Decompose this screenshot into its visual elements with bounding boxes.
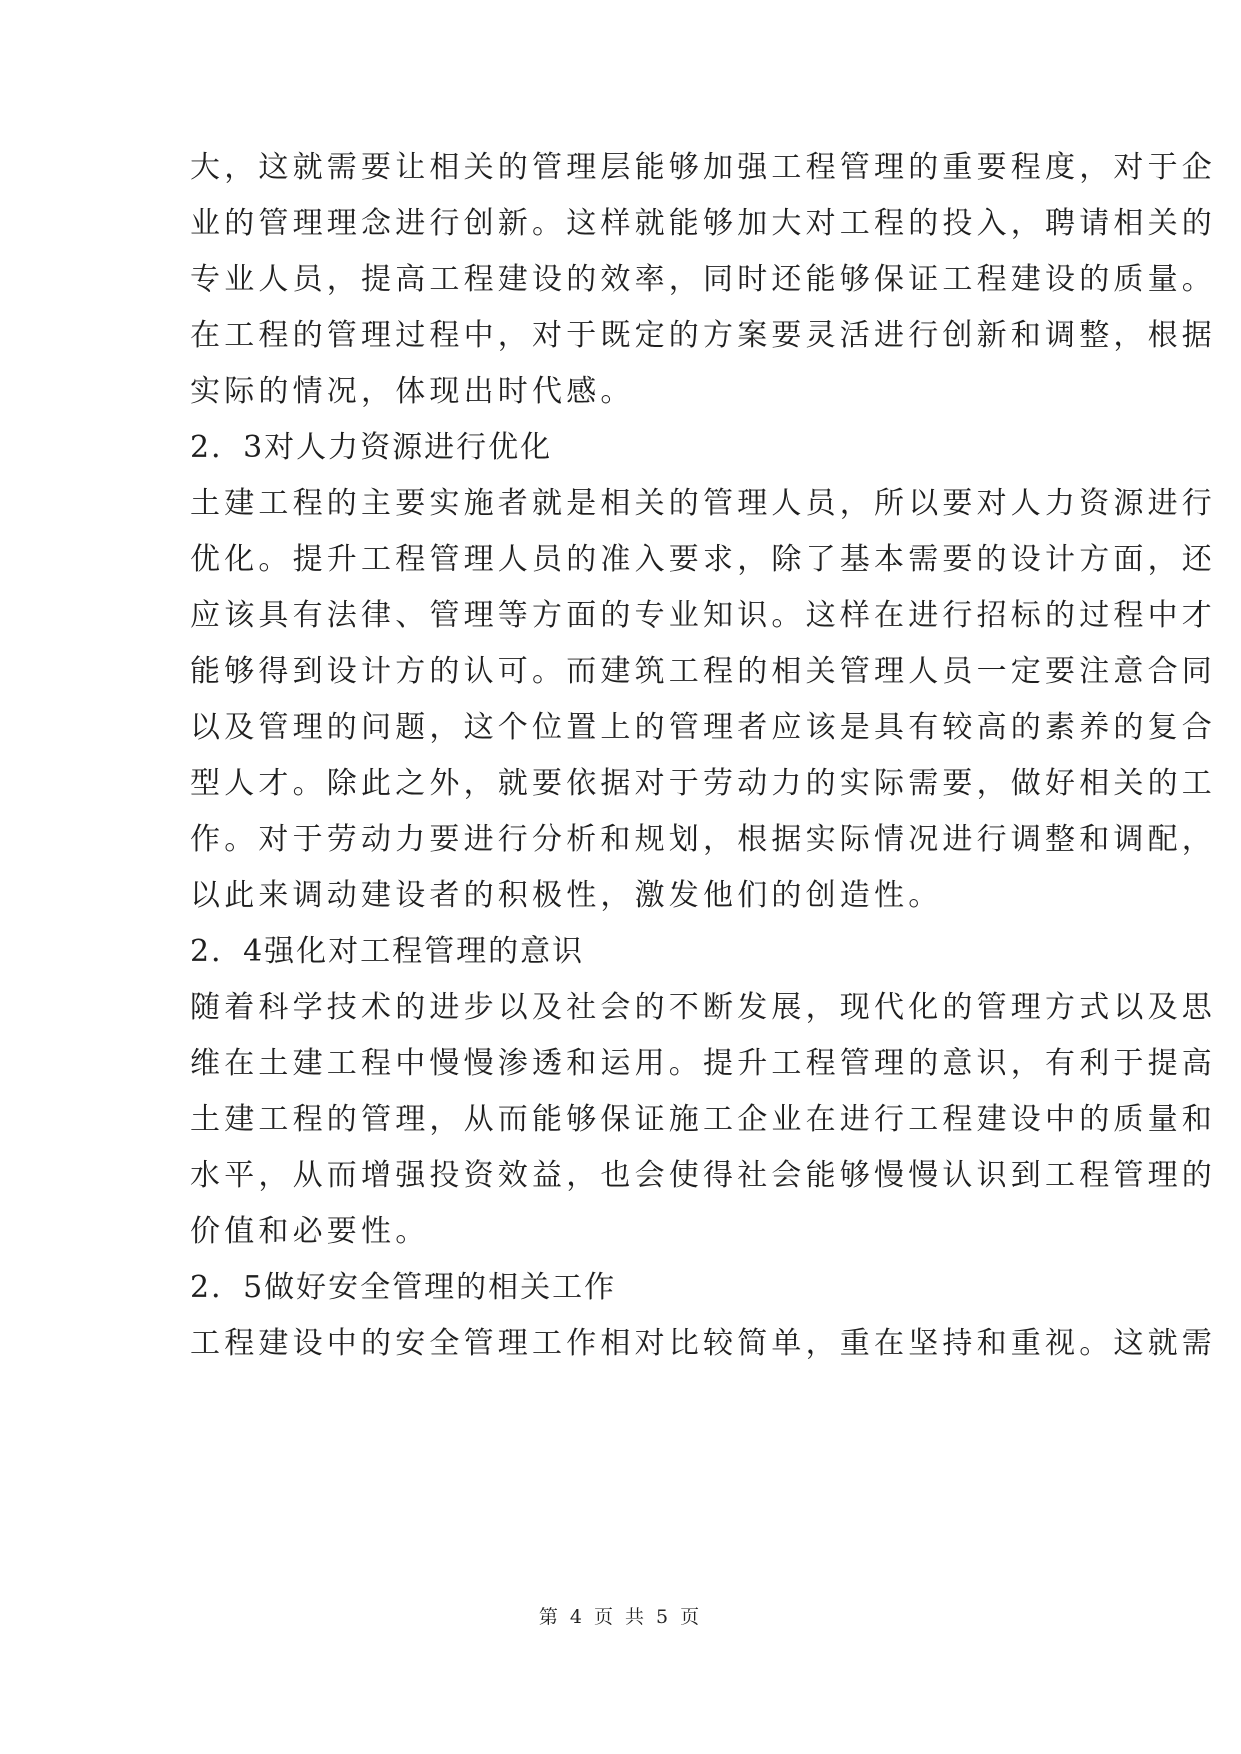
body-text-line: 能够得到设计方的认可。而建筑工程的相关管理人员一定要注意合同 <box>190 654 1216 689</box>
body-text-line: 在工程的管理过程中，对于既定的方案要灵活进行创新和调整，根据 <box>190 318 1216 353</box>
body-text-line: 以此来调动建设者的积极性，激发他们的创造性。 <box>190 878 943 913</box>
page-number-footer: 第 4 页 共 5 页 <box>538 1606 703 1628</box>
body-text-line: 价值和必要性。 <box>190 1214 430 1249</box>
body-text-line: 应该具有法律、管理等方面的专业知识。这样在进行招标的过程中才 <box>190 598 1216 633</box>
body-text-line: 水平，从而增强投资效益，也会使得社会能够慢慢认识到工程管理的 <box>190 1158 1216 1193</box>
section-heading-2-5: 2．5做好安全管理的相关工作 <box>190 1270 617 1305</box>
body-text-line: 土建工程的管理，从而能够保证施工企业在进行工程建设中的质量和 <box>190 1102 1216 1137</box>
body-text-line: 土建工程的主要实施者就是相关的管理人员，所以要对人力资源进行 <box>190 486 1216 521</box>
body-text-line: 作。对于劳动力要进行分析和规划，根据实际情况进行调整和调配， <box>190 822 1216 857</box>
body-text-line: 型人才。除此之外，就要依据对于劳动力的实际需要，做好相关的工 <box>190 766 1216 801</box>
body-text-line: 大，这就需要让相关的管理层能够加强工程管理的重要程度，对于企 <box>190 150 1216 185</box>
section-heading-2-3: 2．3对人力资源进行优化 <box>190 430 553 465</box>
body-text-line: 维在土建工程中慢慢渗透和运用。提升工程管理的意识，有利于提高 <box>190 1046 1216 1081</box>
body-text-line: 随着科学技术的进步以及社会的不断发展，现代化的管理方式以及思 <box>190 990 1216 1025</box>
body-text-line: 业的管理理念进行创新。这样就能够加大对工程的投入，聘请相关的 <box>190 206 1216 241</box>
body-text-line: 以及管理的问题，这个位置上的管理者应该是具有较高的素养的复合 <box>190 710 1216 745</box>
body-text-line: 实际的情况，体现出时代感。 <box>190 374 635 409</box>
body-text-line: 优化。提升工程管理人员的准入要求，除了基本需要的设计方面，还 <box>190 542 1216 577</box>
section-heading-2-4: 2．4强化对工程管理的意识 <box>190 934 585 969</box>
body-text-line: 工程建设中的安全管理工作相对比较简单，重在坚持和重视。这就需 <box>190 1326 1216 1361</box>
body-text-line: 专业人员，提高工程建设的效率，同时还能够保证工程建设的质量。 <box>190 262 1216 297</box>
